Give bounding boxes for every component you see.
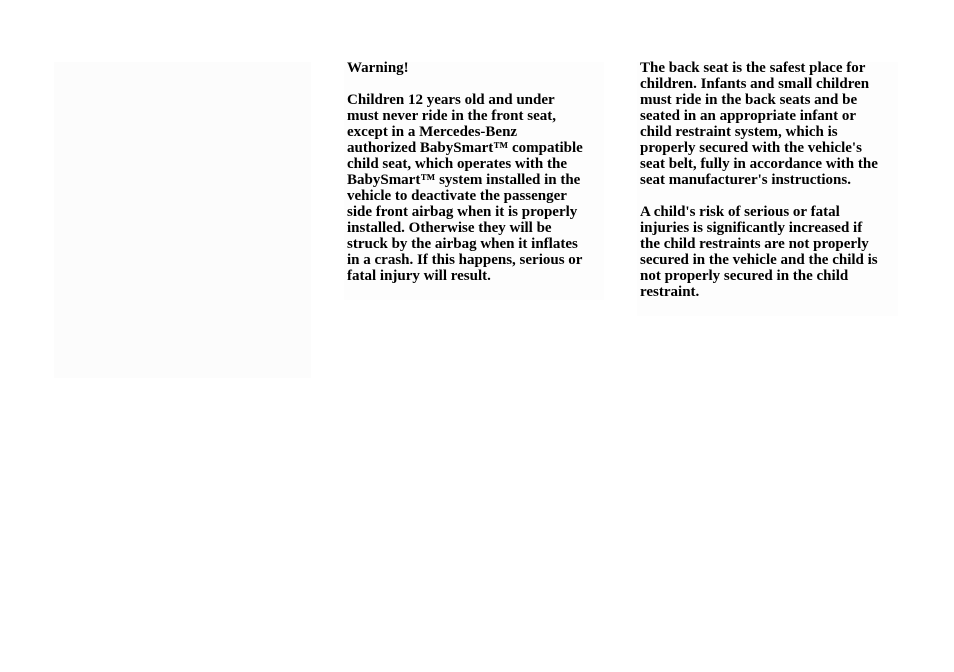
back-seat-paragraph: The back seat is the safest place for children. Infants and small children must ride in the back seats and be seated in an appropriate infant or child restraint system, which is properly secured with the vehicle's seat belt, fully in accordance with the seat manufacturer's instructions. bbox=[640, 60, 878, 188]
left-image-placeholder bbox=[54, 62, 311, 378]
risk-paragraph: A child's risk of serious or fatal injuries is significantly increased if the child restraints are not properly secured in the vehicle and the child is not properly secured in the child restraint. bbox=[640, 204, 878, 300]
warning-heading: Warning! bbox=[347, 60, 409, 76]
warning-text: Children 12 years old and under must never ride in the front seat, except in a Mercedes-Benz authorized BabySmart™ compatible child seat, which operates with the BabySmart™ system installed in the vehicle to deactivate the passenger side front airbag when it is properly installed. Otherwise they will be struck by the airbag when it inflates in a crash. If this happens, serious or fatal injury will result. bbox=[347, 92, 583, 284]
